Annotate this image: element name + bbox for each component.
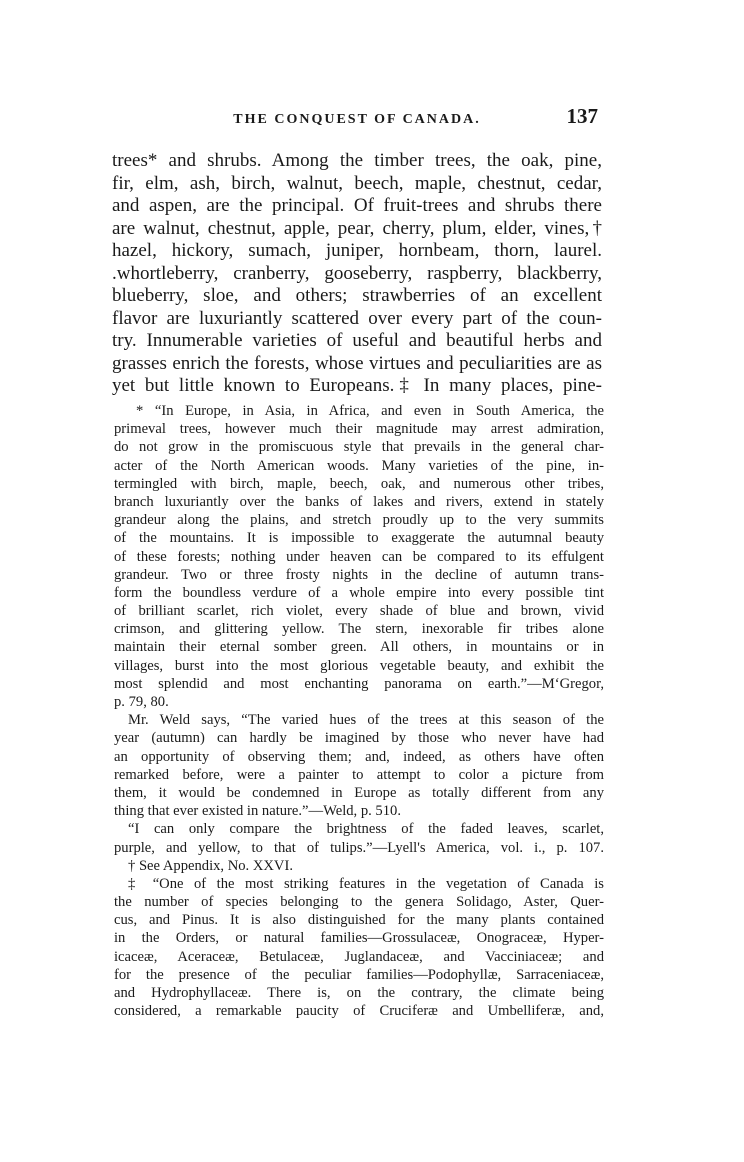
- footnote-line: of the mountains. It is impossible to exaggerate the autumnal beauty: [114, 530, 604, 547]
- footnote-line: termingled with birch, maple, beech, oak, and numerous other tribes,: [114, 475, 604, 492]
- body-text: [112, 150, 602, 398]
- footnote-line: for the presence of the peculiar families—Podophyllæ, Sarraceniaceæ,: [114, 966, 604, 983]
- footnote-line: do not grow in the promiscuous style that prevails in the general char-: [114, 439, 604, 456]
- footnote-line: branch luxuriantly over the banks of lakes and rivers, extend in stately: [114, 493, 604, 510]
- footnote-line: form the boundless verdure of a whole empire into every possible tint: [114, 584, 604, 601]
- footnote-line: remarked before, were a painter to attempt to color a picture from: [114, 766, 604, 783]
- footnote-line: and Hydrophyllaceæ. There is, on the contrary, the climate being: [114, 985, 604, 1001]
- body-line: flavor are luxuriantly scattered over every part of the coun-: [112, 307, 602, 329]
- body-line: trees* and shrubs. Among the timber trees, the oak, pine,: [112, 150, 602, 171]
- footnote-line: an opportunity of observing them; and, indeed, as others have often: [114, 748, 604, 765]
- body-line: .whortleberry, cranberry, gooseberry, raspberry, blackberry,: [112, 262, 602, 284]
- body-line: are walnut, chestnut, apple, pear, cherry, plum, elder, vines,†: [112, 217, 602, 239]
- body-line: hazel, hickory, sumach, juniper, hornbeam, thorn, laurel.: [112, 240, 602, 261]
- footnote-line: purple, and yellow, to that of tulips.”—Lyell's America, vol. i., p. 107.: [114, 839, 604, 856]
- footnote-line: grandeur along the plains, and stretch proudly up to the very summits: [114, 512, 604, 529]
- running-head: THE CONQUEST OF CANADA.: [233, 112, 481, 127]
- footnote-line: cus, and Pinus. It is also distinguished for the many plants contained: [114, 912, 604, 929]
- body-line: try. Innumerable varieties of useful and beautiful herbs and: [112, 330, 602, 351]
- footnote-line: the number of species belonging to the genera Solidago, Aster, Quer-: [114, 894, 604, 911]
- footnotes: [114, 402, 604, 1020]
- page-header: [112, 104, 602, 136]
- footnote-line: considered, a remarkable paucity of Cruciferæ and Umbelliferæ, and,: [114, 1003, 604, 1020]
- footnote-line: of brilliant scarlet, rich violet, every shade of blue and brown, vivid: [114, 603, 604, 620]
- body-line: grasses enrich the forests, whose virtues and peculiarities are as: [112, 352, 602, 374]
- footnote-line: * “In Europe, in Asia, in Africa, and even in South America, the: [136, 403, 604, 419]
- footnote-line: Mr. Weld says, “The varied hues of the trees at this season of the: [128, 712, 604, 729]
- footnote-line: thing that ever existed in nature.”—Weld, p. 510.: [114, 803, 401, 820]
- footnote-line: † See Appendix, No. XXVI.: [128, 857, 293, 874]
- footnote-line: crimson, and glittering yellow. The stern, inexorable fir tribes alone: [114, 621, 604, 638]
- footnote-line: “I can only compare the brightness of the faded leaves, scarlet,: [128, 821, 604, 838]
- footnote-line: most splendid and most enchanting panorama on earth.”—M‘Gregor,: [114, 675, 604, 692]
- footnote-line: in the Orders, or natural families—Grossulaceæ, Onograceæ, Hyper-: [114, 930, 604, 947]
- footnote-line: ‡ “One of the most striking features in the vegetation of Canada is: [128, 875, 604, 892]
- footnote-line: villages, burst into the most glorious vegetable beauty, and exhibit the: [114, 657, 604, 674]
- footnote-line: of these forests; nothing under heaven can be compared to its effulgent: [114, 548, 604, 565]
- footnote-line: icaceæ, Aceraceæ, Betulaceæ, Juglandaceæ, and Vacciniaceæ; and: [114, 948, 604, 965]
- body-line: blueberry, sloe, and others; strawberries of an excellent: [112, 285, 602, 306]
- footnote-line: p. 79, 80.: [114, 694, 169, 710]
- footnote-line: them, it would be condemned in Europe as totally different from any: [114, 784, 604, 801]
- page-number: 137: [566, 104, 598, 128]
- footnote-line: year (autumn) can hardly be imagined by those who never have had: [114, 730, 604, 747]
- body-line: fir, elm, ash, birch, walnut, beech, maple, chestnut, cedar,: [112, 172, 602, 194]
- footnote-line: acter of the North American woods. Many varieties of the pine, in-: [114, 457, 604, 474]
- body-line: and aspen, are the principal. Of fruit-trees and shrubs there: [112, 195, 602, 216]
- footnote-line: maintain their eternal somber green. All others, in mountains or in: [114, 639, 604, 656]
- footnote-line: primeval trees, however much their magnitude may arrest admiration,: [114, 421, 604, 438]
- body-line: yet but little known to Europeans.‡ In many places, pine-: [112, 375, 602, 396]
- footnote-line: grandeur. Two or three frosty nights in the decline of autumn trans-: [114, 566, 604, 583]
